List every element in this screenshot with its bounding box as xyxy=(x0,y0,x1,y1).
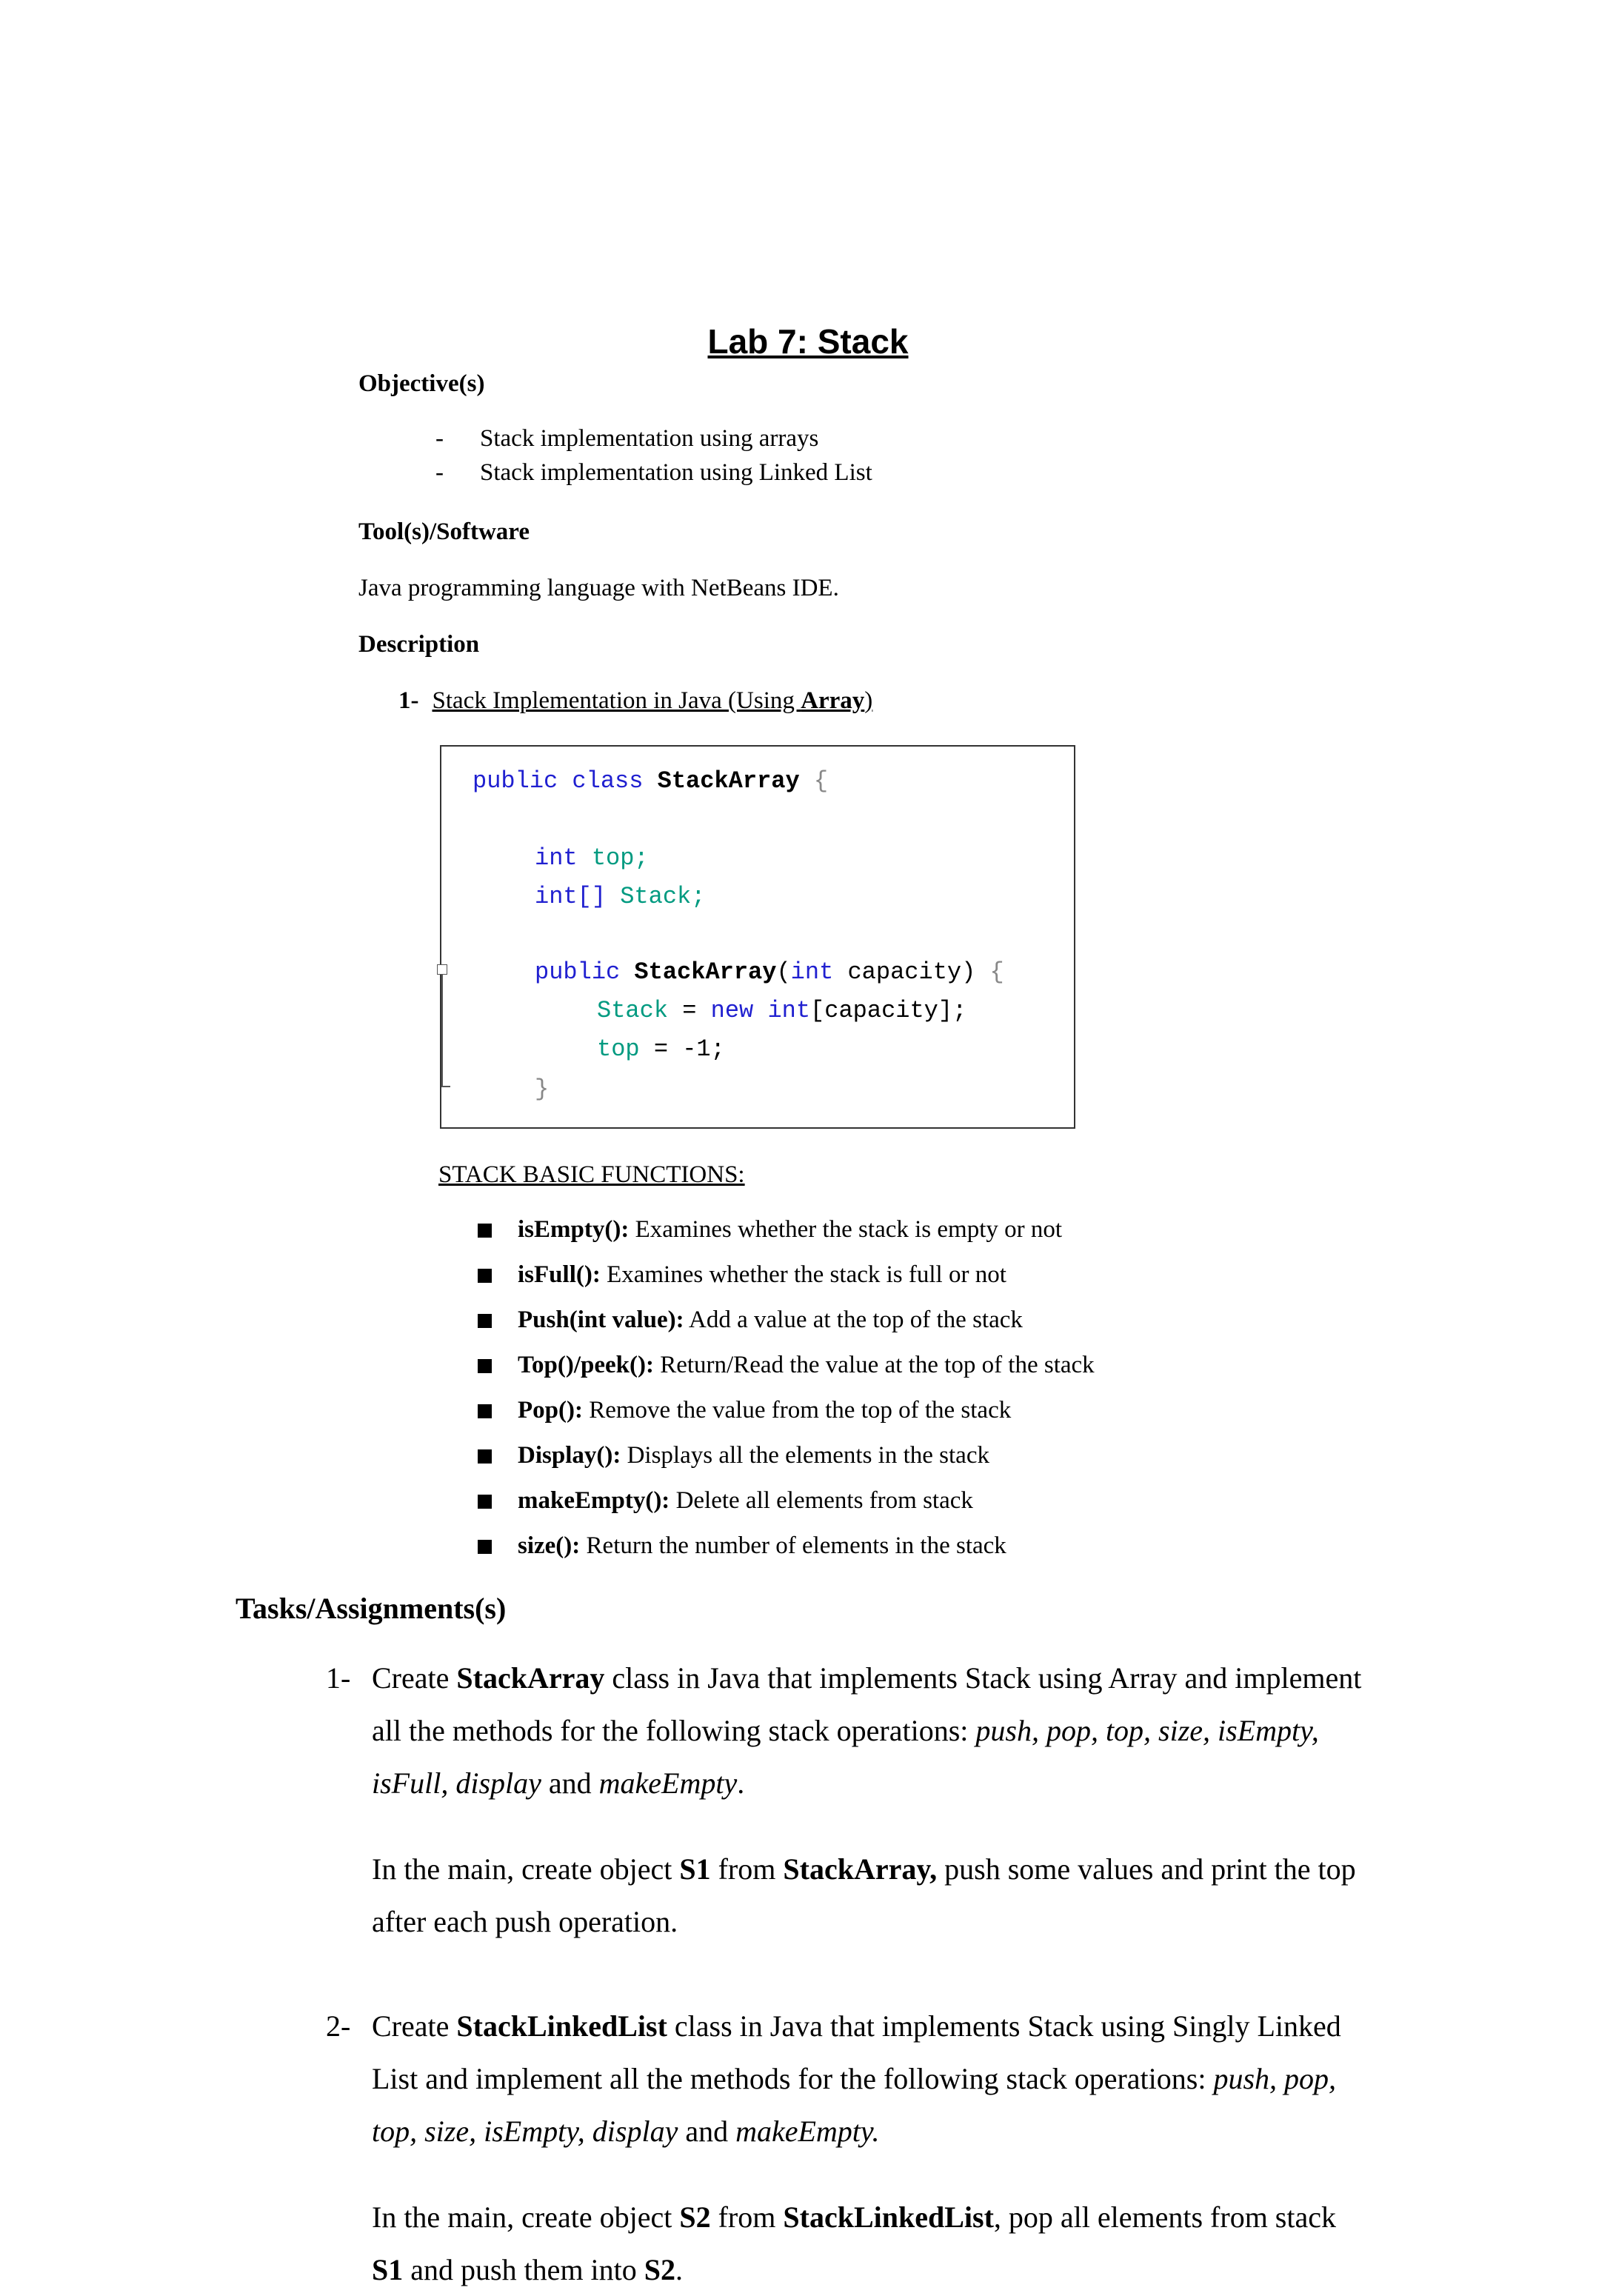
tasks-heading: Tasks/Assignments(s) xyxy=(236,1592,507,1625)
task-1-main xyxy=(326,1843,1363,1954)
task-text: Create StackLinkedList class in Java that implements Stack using Singly Linked List and implement all the methods for the following stack operations: push, pop, top, size, isEmpty, display and makeEmpty. xyxy=(372,2009,1341,2148)
code-line: top = -1; xyxy=(597,1035,725,1063)
code-line: public StackArray(int capacity) { xyxy=(535,958,1004,986)
task-2 xyxy=(326,2000,1363,2177)
code-line: public class StackArray { xyxy=(473,767,829,795)
description-heading: Description xyxy=(358,631,480,658)
fold-end-marker xyxy=(441,1086,450,1087)
code-line: } xyxy=(535,1075,550,1103)
task-text: In the main, create object S1 from StackArray, push some values and print the top after each push operation. xyxy=(372,1852,1356,1938)
page-title: Lab 7: Stack xyxy=(707,322,909,361)
task-text: In the main, create object S2 from StackLinkedList, pop all elements from stack S1 and push them into S2. xyxy=(372,2200,1336,2286)
fold-guide xyxy=(441,967,443,1086)
task-text: Create StackArray class in Java that implements Stack using Array and implement all the methods for the following stack operations: push, pop, top, size, isEmpty, isFull, display and makeEmpty. xyxy=(372,1661,1362,1800)
bullet-square-icon xyxy=(478,1224,492,1238)
task-2-main xyxy=(326,2191,1363,2286)
code-line: int[] Stack; xyxy=(535,883,706,910)
bullet-square-icon xyxy=(478,1269,492,1283)
bullet-square-icon xyxy=(478,1540,492,1554)
bullet-square-icon xyxy=(478,1495,492,1509)
fold-toggle-icon[interactable] xyxy=(437,964,447,975)
bullet-square-icon xyxy=(478,1404,492,1418)
task-number: 1- xyxy=(326,1661,351,1695)
basic-functions-heading: STACK BASIC FUNCTIONS: xyxy=(438,1161,745,1188)
bullet-square-icon xyxy=(478,1314,492,1328)
task-number: 2- xyxy=(326,2009,351,2043)
tools-text: Java programming language with NetBeans IDE. xyxy=(358,575,839,601)
tools-heading: Tool(s)/Software xyxy=(358,518,530,545)
code-line: int top; xyxy=(535,844,649,872)
bullet-square-icon xyxy=(478,1359,492,1373)
subsection-title: 1- Stack Implementation in Java (Using Array) xyxy=(398,687,873,714)
bullet-square-icon xyxy=(478,1449,492,1464)
code-line: Stack = new int[capacity]; xyxy=(597,997,967,1024)
task-1 xyxy=(326,1652,1363,1829)
objectives-heading: Objective(s) xyxy=(358,370,485,397)
code-block xyxy=(440,745,1075,1129)
